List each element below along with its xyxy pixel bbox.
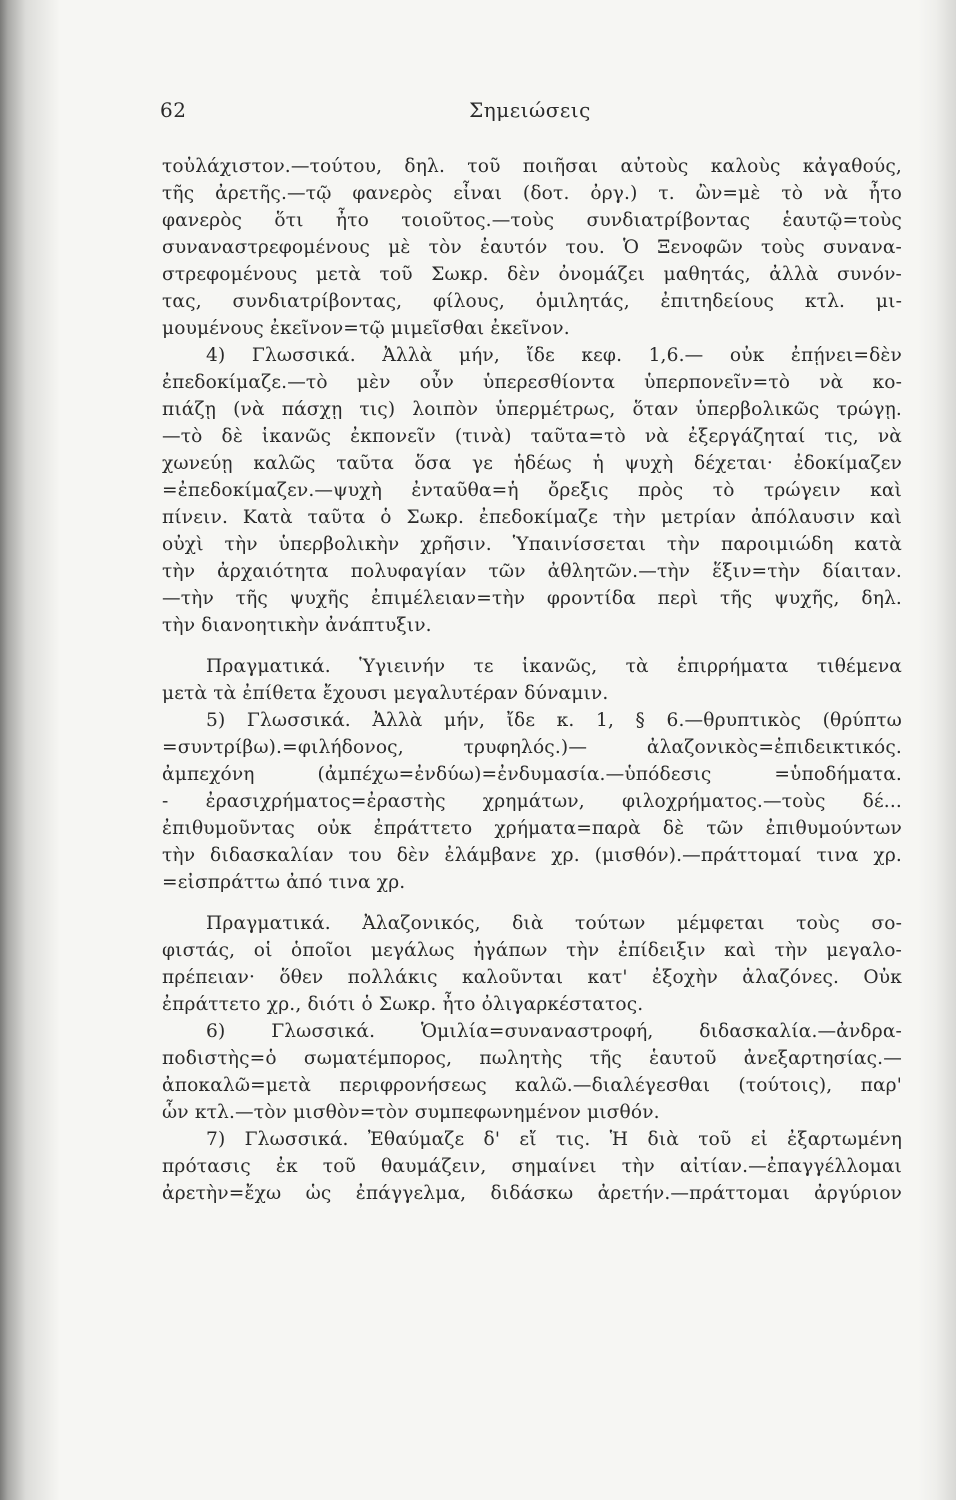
text-line: —τὴν τῆς ψυχῆς ἐπιμέλειαν=τὴν φροντίδα περὶ τῆς ψυχῆς, δηλ.: [162, 588, 902, 609]
body-text: [162, 153, 902, 1207]
text-line: —τὸ δὲ ἱκανῶς ἐκπονεῖν (τινὰ) ταῦτα=τὸ νὰ ἐξεργάζηταί τις, νὰ: [162, 426, 902, 447]
text-line: ἀρετὴν=ἔχω ὡς ἐπάγγελμα, διδάσκω ἀρετήν.—πράττομαι ἀργύριον: [162, 1183, 902, 1204]
paragraph-gap: [162, 896, 902, 910]
page-header: [160, 98, 900, 128]
text-line: =εἰσπράττω ἀπό τινα χρ.: [162, 872, 406, 893]
text-line: - ἐρασιχρήματος=ἐραστὴς χρημάτων, φιλοχρήματος.—τοὺς δέ...: [162, 791, 902, 812]
text-line: ἐπιθυμοῦντας οὐκ ἐπράττετο χρήματα=παρὰ δὲ τῶν ἐπιθυμούντων: [162, 818, 902, 839]
page-edge: [918, 0, 956, 1500]
text-line: 5) Γλωσσικά. Ἀλλὰ μήν, ἴδε κ. 1, § 6.—θρυπτικὸς (θρύπτω: [206, 710, 902, 731]
text-line: τὴν διανοητικὴν ἀνάπτυξιν.: [162, 615, 432, 636]
text-line: πιάζῃ (νὰ πάσχῃ τις) λοιπὸν ὑπερμέτρως, ὅταν ὑπερβολικῶς τρώγῃ.: [162, 399, 902, 420]
text-line: πρέπειαν· ὅθεν πολλάκις καλοῦνται κατ' ἐξοχὴν ἀλαζόνες. Οὐκ: [162, 967, 902, 988]
text-line: συναναστρεφομένους μὲ τὸν ἑαυτόν του. Ὁ Ξενοφῶν τοὺς συνανα-: [162, 237, 902, 258]
text-line: μουμένους ἐκεῖνον=τῷ μιμεῖσθαι ἐκεῖνον.: [162, 318, 570, 339]
text-line: Πραγματικά. Ὑγιεινήν τε ἱκανῶς, τὰ ἐπιρρήματα τιθέμενα: [206, 656, 902, 677]
text-line: χωνεύῃ καλῶς ταῦτα ὅσα γε ἡδέως ἡ ψυχὴ δέχεται· ἐδοκίμαζεν: [162, 453, 902, 474]
spine-shadow: [0, 0, 60, 1500]
text-line: τῆς ἀρετῆς.—τῷ φανερὸς εἶναι (δοτ. ὀργ.) τ. ὢν=μὲ τὸ νὰ ἦτο: [162, 183, 902, 204]
text-line: =συντρίβω).=φιλήδονος, τρυφηλός.)— ἀλαζονικὸς=ἐπιδεικτικός.: [162, 737, 902, 758]
text-line: φανερὸς ὅτι ἦτο τοιοῦτος.—τοὺς συνδιατρίβοντας ἑαυτῷ=τοὺς: [162, 210, 902, 231]
text-line: Πραγματικά. Ἀλαζονικός, διὰ τούτων μέμφεται τοὺς σο-: [206, 913, 902, 934]
text-line: ἐπράττετο χρ., διότι ὁ Σωκρ. ἦτο ὀλιγαρκέστατος.: [162, 994, 644, 1015]
text-line: τοὐλάχιστον.—τούτου, δηλ. τοῦ ποιῆσαι αὐτοὺς καλοὺς κἀγαθούς,: [162, 156, 902, 177]
text-line: ἀποκαλῶ=μετὰ περιφρονήσεως καλῶ.—διαλέγεσθαι (τούτοις), παρ': [162, 1075, 902, 1096]
page-number: 62: [160, 98, 187, 122]
running-title: Σημειώσεις: [469, 98, 591, 122]
text-line: τας, συνδιατρίβοντας, φίλους, ὁμιλητάς, ἐπιτηδείους κτλ. μι-: [162, 291, 902, 312]
text-line: πρότασις ἐκ τοῦ θαυμάζειν, σημαίνει τὴν αἰτίαν.—ἐπαγγέλλομαι: [162, 1156, 902, 1177]
text-line: ποδιστὴς=ὁ σωματέμπορος, πωλητὴς τῆς ἑαυτοῦ ἀνεξαρτησίας.—: [162, 1048, 902, 1069]
text-line: ἀμπεχόνη (ἀμπέχω=ἐνδύω)=ἐνδυμασία.—ὑπόδεσις =ὑποδήματα.: [162, 764, 902, 785]
text-line: τὴν διδασκαλίαν του δὲν ἐλάμβανε χρ. (μισθόν).—πράττομαί τινα χρ.: [162, 845, 902, 866]
text-line: 6) Γλωσσικά. Ὁμιλία=συναναστροφή, διδασκαλία.—ἀνδρα-: [206, 1021, 902, 1042]
text-line: =ἐπεδοκίμαζεν.—ψυχὴ ἐνταῦθα=ἡ ὄρεξις πρὸς τὸ τρώγειν καὶ: [162, 480, 902, 501]
paragraph-gap: [162, 639, 902, 653]
text-line: ἐπεδοκίμαζε.—τὸ μὲν οὖν ὑπερεσθίοντα ὑπερπονεῖν=τὸ νὰ κο-: [162, 372, 902, 393]
text-line: ὧν κτλ.—τὸν μισθὸν=τὸν συμπεφωνημένον μισθόν.: [162, 1102, 660, 1123]
text-line: οὐχὶ τὴν ὑπερβολικὴν χρῆσιν. Ὑπαινίσσεται τὴν παροιμιώδη κατὰ: [162, 534, 902, 555]
text-line: τὴν ἀρχαιότητα πολυφαγίαν τῶν ἀθλητῶν.—τὴν ἕξιν=τὴν δίαιταν.: [162, 561, 902, 582]
text-line: στρεφομένους μετὰ τοῦ Σωκρ. δὲν ὀνομάζει μαθητάς, ἀλλὰ συνόν-: [162, 264, 902, 285]
text-line: πίνειν. Κατὰ ταῦτα ὁ Σωκρ. ἐπεδοκίμαζε τὴν μετρίαν ἀπόλαυσιν καὶ: [162, 507, 902, 528]
text-line: 4) Γλωσσικά. Ἀλλὰ μήν, ἴδε κεφ. 1,6.— οὐκ ἐπῄνει=δὲν: [206, 345, 902, 366]
text-line: φιστάς, οἱ ὁποῖοι μεγάλως ἠγάπων τὴν ἐπίδειξιν καὶ τὴν μεγαλο-: [162, 940, 902, 961]
text-line: μετὰ τὰ ἐπίθετα ἔχουσι μεγαλυτέραν δύναμιν.: [162, 683, 609, 704]
text-line: 7) Γλωσσικά. Ἐθαύμαζε δ' εἴ τις. Ἡ διὰ τοῦ εἰ ἐξαρτωμένη: [206, 1129, 902, 1150]
